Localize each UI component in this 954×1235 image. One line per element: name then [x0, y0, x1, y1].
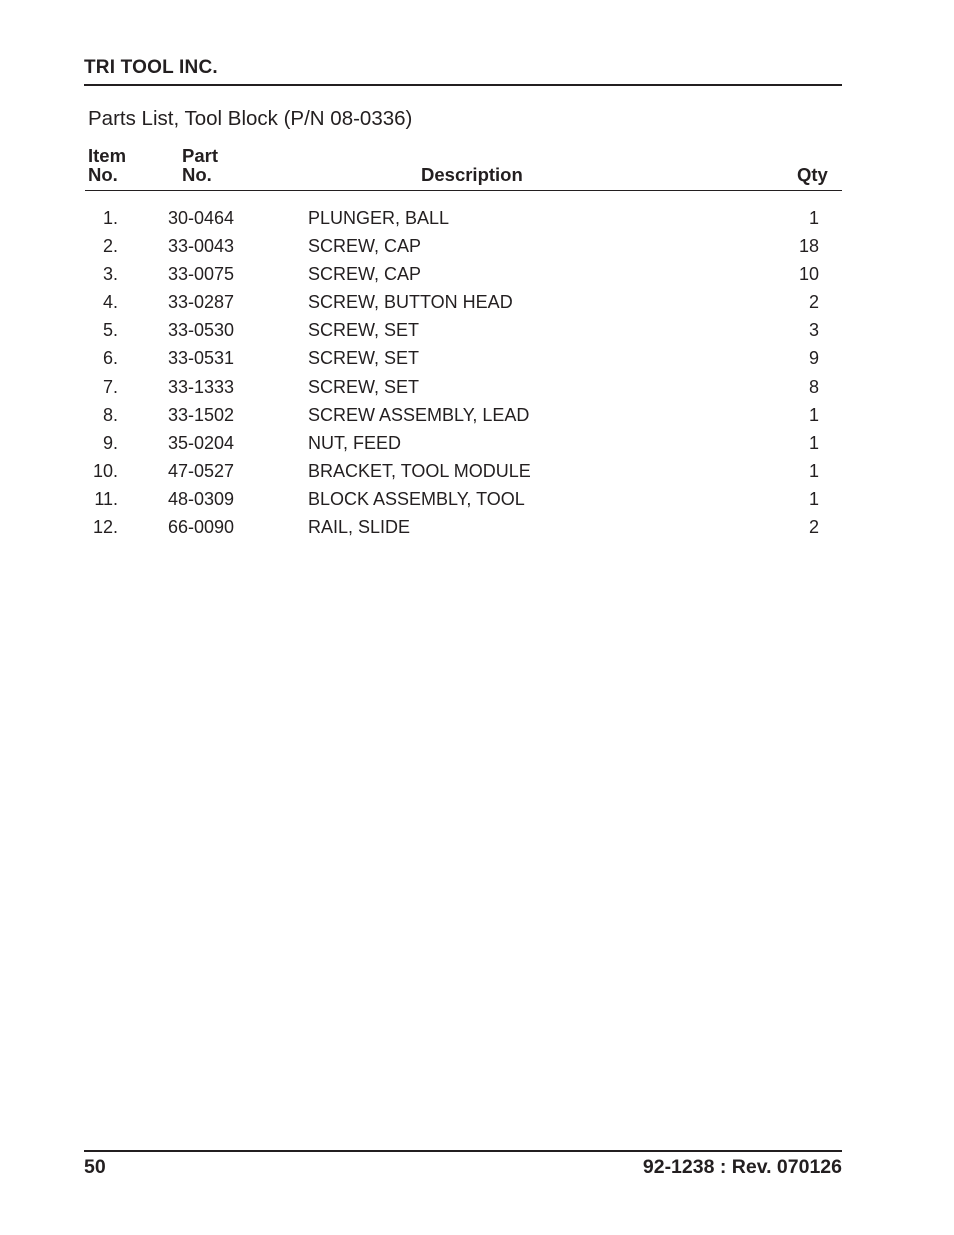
- table-row: [0, 457, 954, 485]
- quantity: 3: [808, 320, 819, 341]
- part-description: SCREW, CAP: [308, 236, 422, 257]
- item-number: 10.: [92, 460, 118, 481]
- page-number: 50: [84, 1156, 106, 1178]
- table-row: [0, 373, 954, 401]
- quantity: 8: [808, 376, 819, 397]
- parts-table-body: [0, 204, 954, 541]
- part-description: SCREW, SET: [308, 348, 420, 369]
- item-number: 1.: [102, 208, 118, 228]
- item-number: 9.: [102, 432, 118, 453]
- quantity: 9: [808, 348, 819, 369]
- item-number: 12.: [92, 517, 118, 538]
- part-description: SCREW, SET: [308, 320, 420, 341]
- table-row: [0, 513, 954, 541]
- quantity: 1: [808, 488, 819, 509]
- part-number: 33-0530: [168, 320, 235, 341]
- quantity: 1: [808, 404, 819, 425]
- part-number: 33-1333: [168, 376, 235, 397]
- column-header-part-line2: No.: [182, 164, 212, 185]
- table-row: [0, 344, 954, 372]
- table-row: [0, 204, 954, 232]
- part-number: 33-1502: [168, 404, 235, 425]
- part-description: PLUNGER, BALL: [308, 208, 450, 228]
- column-header-part-no: [182, 146, 218, 184]
- part-description: SCREW, SET: [308, 376, 420, 397]
- company-name: TRI TOOL INC.: [84, 57, 218, 78]
- part-description: SCREW, BUTTON HEAD: [308, 292, 513, 313]
- table-row: [0, 288, 954, 316]
- table-row: [0, 316, 954, 344]
- quantity: 1: [808, 432, 819, 453]
- part-description: RAIL, SLIDE: [308, 517, 411, 538]
- quantity: 1: [808, 460, 819, 481]
- part-number: 35-0204: [168, 432, 235, 453]
- item-number: 2.: [102, 236, 118, 257]
- part-description: SCREW, CAP: [308, 264, 422, 285]
- column-header-part-line1: Part: [182, 145, 218, 166]
- quantity: 10: [798, 264, 819, 285]
- part-number: 47-0527: [168, 460, 235, 481]
- part-number: 48-0309: [168, 488, 235, 509]
- column-header-item-line1: Item: [88, 145, 127, 166]
- item-number: 5.: [102, 320, 118, 341]
- table-row: [0, 485, 954, 513]
- item-number: 11.: [94, 488, 118, 509]
- part-number: 33-0043: [168, 236, 235, 257]
- part-description: BLOCK ASSEMBLY, TOOL: [308, 488, 525, 509]
- table-row: [0, 232, 954, 260]
- part-number: 30-0464: [168, 208, 235, 228]
- item-number: 3.: [102, 264, 118, 285]
- column-header-description: Description: [421, 164, 523, 185]
- part-description: SCREW ASSEMBLY, LEAD: [308, 404, 530, 425]
- column-header-item-line2: No.: [88, 164, 118, 185]
- table-row: [0, 401, 954, 429]
- part-number: 33-0075: [168, 264, 235, 285]
- item-number: 8.: [102, 404, 118, 425]
- table-row: [0, 260, 954, 288]
- table-row: [0, 429, 954, 457]
- part-number: 33-0531: [168, 348, 235, 369]
- part-number: 33-0287: [168, 292, 235, 313]
- document-revision: 92-1238 : Rev. 070126: [642, 1156, 842, 1178]
- column-header-item-no: [88, 146, 126, 184]
- part-description: NUT, FEED: [308, 432, 402, 453]
- quantity: 2: [808, 292, 819, 313]
- item-number: 7.: [102, 376, 118, 397]
- header-rule: [84, 84, 842, 86]
- item-number: 4.: [102, 292, 118, 313]
- column-header-qty: Qty: [797, 164, 828, 185]
- quantity: 18: [798, 236, 819, 257]
- table-header-rule: [85, 190, 842, 191]
- item-number: 6.: [102, 348, 118, 369]
- quantity: 1: [808, 208, 819, 228]
- part-number: 66-0090: [168, 517, 235, 538]
- footer-rule: [84, 1150, 842, 1152]
- part-description: BRACKET, TOOL MODULE: [308, 460, 531, 481]
- page-title: Parts List, Tool Block (P/N 08-0336): [88, 107, 413, 130]
- quantity: 2: [808, 517, 819, 538]
